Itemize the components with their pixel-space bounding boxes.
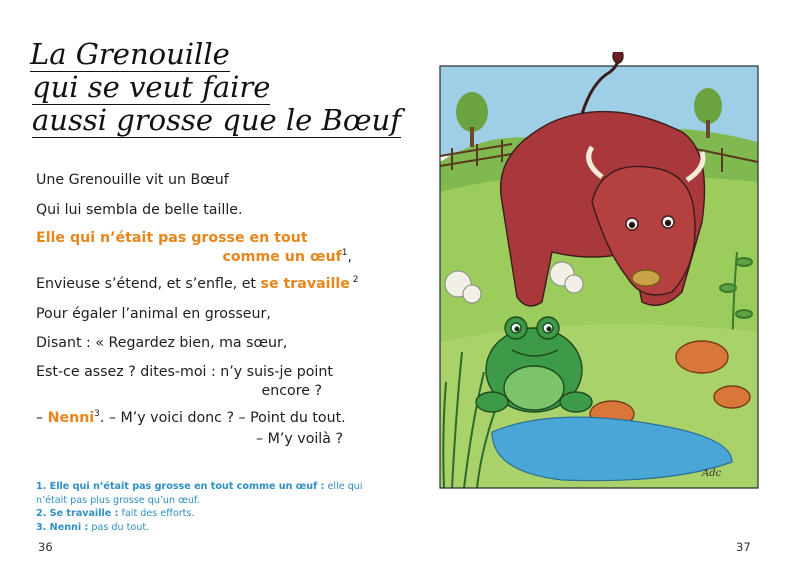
title-line-2: qui se veut faire — [32, 70, 271, 104]
verse-7b: encore ? — [261, 383, 322, 399]
verse-3b: comme un œuf$^1$, — [222, 248, 352, 265]
verse-4: Envieuse s’étend, et s’enfle, et se travaille $^2$ — [36, 275, 359, 292]
page-number-left: 36 — [38, 540, 53, 554]
page-number-right: 37 — [736, 540, 751, 554]
verse-3a: Elle qui n’était pas grosse en tout — [36, 230, 308, 246]
verse-1: Une Grenouille vit un Bœuf — [36, 172, 229, 188]
title-line-3: aussi grosse que le Bœuf — [32, 103, 401, 137]
illustration-frog-and-ox — [432, 52, 764, 494]
footnote-2: 2. Se travaille : fait des efforts. — [36, 508, 195, 519]
verse-5: Pour égaler l’animal en grosseur, — [36, 306, 271, 322]
footnotes — [36, 480, 366, 534]
tree-left — [456, 92, 488, 132]
tree-right — [694, 88, 722, 124]
title-line-1: La Grenouille — [30, 37, 230, 71]
verse-6: Disant : « Regardez bien, ma sœur, — [36, 335, 288, 351]
poem-title — [30, 37, 401, 137]
footnote-1: 1. Elle qui n’était pas grosse en tout comme un œuf : elle qui n’était pas plus grosse qu’un œuf. — [36, 481, 363, 506]
verse-8: – Nenni$^3$. – M’y voici donc ? – Point du tout. — [36, 409, 346, 426]
artist-signature: Adc — [702, 468, 722, 479]
verse-2: Qui lui sembla de belle taille. — [36, 202, 243, 218]
footnote-3: 3. Nenni : pas du tout. — [36, 521, 150, 533]
verse-7a: Est-ce assez ? dites-moi : n’y suis-je point — [36, 364, 333, 380]
verse-9: – M’y voilà ? — [256, 431, 343, 447]
